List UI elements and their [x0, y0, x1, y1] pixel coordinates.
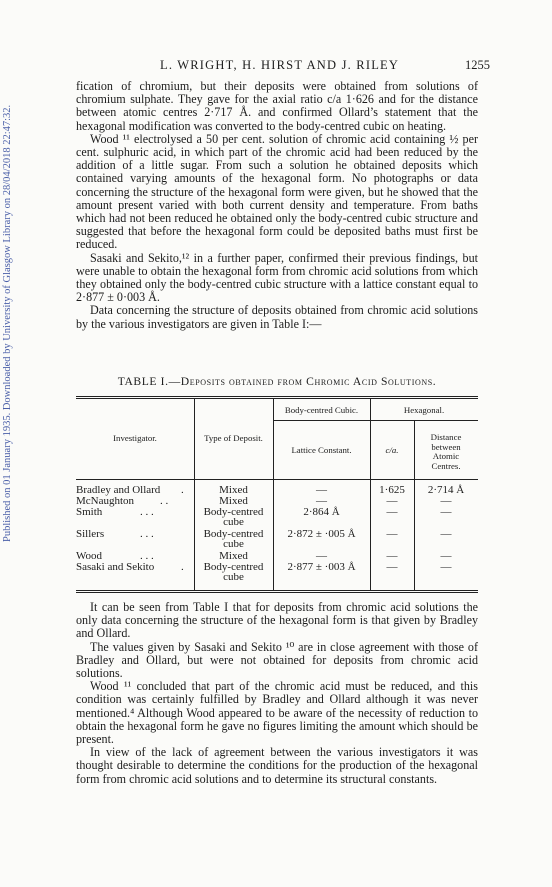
table-bottom-rule-outer	[76, 592, 478, 593]
running-head: L. WRIGHT, H. HIRST AND J. RILEY	[160, 58, 400, 72]
table-caption-title: Deposits obtained from Chromic Acid Solutions.	[180, 375, 437, 388]
cell-investigator: Smith	[76, 506, 103, 518]
header-type: Type of Deposit.	[204, 433, 263, 443]
paragraph: The values given by Sasaki and Sekito ¹⁰ are in close agreement with those of Bradley and Ollard, but were not obtained for deposits from chromic acid solutions.	[76, 639, 478, 681]
table-top-rule	[76, 396, 478, 397]
paragraph: fication of chromium, but their deposits were obtained from solutions of chromium sulphate. They gave for the axial ratio c/a 1·626 and for the distance between atomic centres 2·717 Å. and confirmed Ollard’s statement that the hexagonal modification was converted to the body-centred cubic on heating.	[76, 79, 478, 133]
cell-ca: —	[386, 506, 398, 518]
page-number: 1255	[465, 58, 490, 72]
cell-type: Mixed	[219, 495, 248, 507]
header-distance: Distance between Atomic Centres.	[430, 432, 462, 471]
cell-leader-dots: . .	[160, 495, 169, 507]
cell-leader-dots: .	[181, 561, 184, 573]
paragraph: Wood ¹¹ concluded that part of the chromic acid must be reduced, and this condition was certainly fulfilled by Bradley and Ollard although it was never mentioned.⁴ Although Wood appeared to be aware of the necessity of reduction to obtain the hexagonal form he gave no figures limiting the amount which should be present.	[76, 679, 478, 747]
cell-leader-dots: . . .	[140, 506, 154, 518]
table-caption	[76, 375, 478, 388]
body-text-after-table	[76, 601, 478, 786]
cell-ca: —	[386, 561, 398, 573]
cell-lattice: 2·872 ± ·005 Å	[287, 528, 356, 540]
paragraph: Sasaki and Sekito,¹² in a further paper, confirmed their previous findings, but were unable to obtain the hexagonal form from chromic acid solutions from which they obtained only the body-centred cubic structure with a lattice constant equal to 2·877 ± 0·003 Å.	[76, 250, 478, 305]
table-bottom-rule	[76, 590, 478, 591]
paragraph: It can be seen from Table I that for deposits from chromic acid solutions the only data concerning the structure of the hexagonal form is that given by Bradley and Ollard.	[76, 600, 478, 641]
cell-ca: —	[386, 528, 398, 540]
cell-type: Mixed	[219, 484, 248, 496]
cell-type: Mixed	[219, 550, 248, 562]
header-hexagonal: Hexagonal.	[403, 405, 445, 415]
table-top-rule-inner	[76, 398, 478, 399]
body-text	[76, 80, 478, 331]
header-bottom-rule	[76, 479, 478, 480]
cell-leader-dots: .	[181, 484, 184, 496]
paragraph: Data concerning the structure of deposits obtained from chromic acid solutions by the various investigators are given in Table I:—	[76, 303, 478, 331]
cell-distance: —	[440, 495, 452, 507]
cell-type: Body-centred cube	[203, 561, 264, 583]
group-header-rule	[273, 420, 478, 421]
cell-leader-dots: . . .	[140, 528, 154, 540]
cell-type: Body-centred cube	[203, 528, 264, 550]
provenance-sidebar: Published on 01 January 1935. Downloaded by University of Glasgow Library on 28/04/2018 22:47:32.	[2, 104, 13, 542]
cell-investigator: McNaughton	[76, 495, 135, 507]
cell-distance: —	[440, 561, 452, 573]
cell-lattice: —	[316, 484, 327, 496]
cell-ca: —	[386, 495, 398, 507]
cell-lattice: —	[316, 495, 327, 507]
cell-leader-dots: . . .	[140, 550, 154, 562]
header-bcc: Body-centred Cubic.	[284, 405, 359, 415]
cell-distance: —	[440, 550, 452, 562]
cell-lattice: 2·877 ± ·003 Å	[287, 561, 356, 573]
header-investigator: Investigator.	[113, 433, 157, 443]
cell-lattice: 2·864 Å	[303, 506, 340, 518]
cell-investigator: Sasaki and Sekito	[76, 561, 155, 573]
table-caption-prefix: TABLE I.—	[117, 375, 181, 388]
cell-distance: —	[440, 528, 452, 540]
cell-ca: 1·625	[379, 484, 405, 496]
header-c-over-a: c/a.	[385, 445, 399, 455]
cell-investigator: Bradley and Ollard	[76, 484, 161, 496]
cell-ca: —	[386, 550, 398, 562]
header-lattice-constant: Lattice Constant.	[291, 445, 352, 455]
cell-distance: 2·714 Å	[427, 484, 465, 496]
paragraph: In view of the lack of agreement between the various investigators it was thought desirable to determine the conditions for the production of the hexagonal form from chromic acid solutions and to determine its structural constants.	[76, 745, 478, 786]
cell-lattice: —	[316, 550, 327, 562]
cell-distance: —	[440, 506, 452, 518]
cell-type: Body-centred cube	[203, 506, 264, 528]
cell-investigator: Sillers	[76, 528, 105, 540]
data-table	[76, 396, 478, 596]
paragraph: Wood ¹¹ electrolysed a 50 per cent. solution of chromic acid containing ½ per cent. sulphuric acid, in which part of the chromic acid had been reduced by the addition of a little sugar. From such a solution he obtained deposits which contained varying amounts of the hexagonal form. No photographs or data concerning the structure of the hexagonal form were given, but he showed that the amount present varied with both current density and temperature. From baths which had not been reduced he obtained only the body-centred cubic structure and suggested that before the hexagonal form could be deposited baths must first be reduced.	[76, 131, 478, 252]
cell-investigator: Wood	[76, 550, 103, 562]
